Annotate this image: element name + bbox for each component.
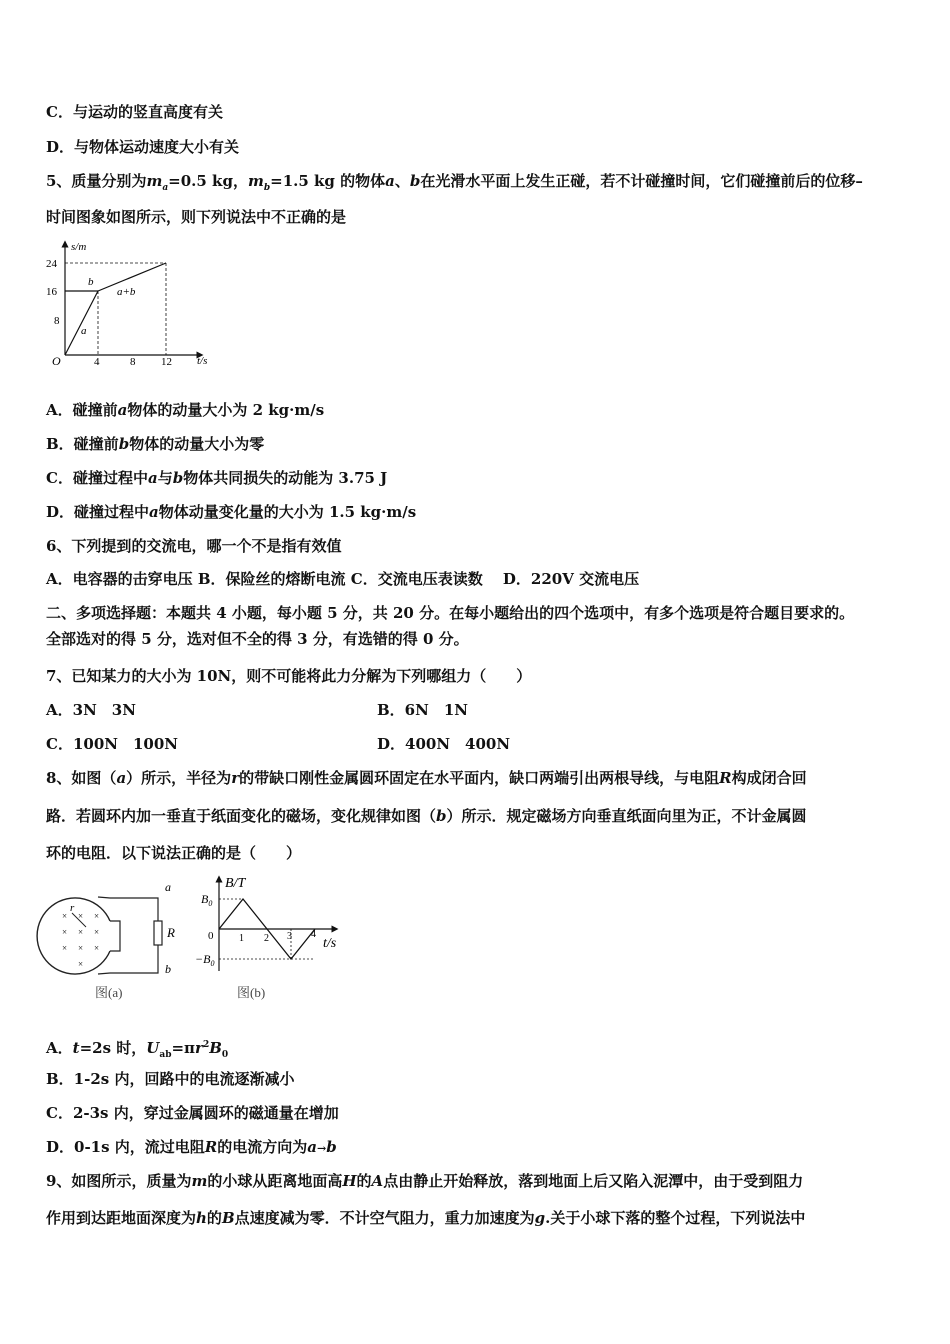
q8-option-c: C．2-3s 内，穿过金属圆环的磁通量在增加 bbox=[46, 1104, 339, 1122]
q8b-tick-4: 4 bbox=[311, 929, 316, 940]
q7-option-c: C．100N 100N bbox=[46, 735, 178, 753]
q6-stem: 6、下列提到的交流电，哪一个不是指有效值 bbox=[46, 537, 342, 555]
q8-figure-a bbox=[40, 873, 190, 1008]
q5-line-a bbox=[65, 291, 98, 355]
q7-stem: 7、已知某力的大小为 10N，则不可能将此力分解为下列哪组力（ ） bbox=[46, 667, 532, 685]
q5-xtick-8: 8 bbox=[130, 356, 136, 368]
q8-stem-line3: 环的电阻．以下说法正确的是（ ） bbox=[46, 844, 302, 862]
q8-caption-b: 图(b) bbox=[237, 985, 266, 1000]
q5-origin: O bbox=[52, 354, 61, 368]
q8-cross-10: × bbox=[78, 959, 84, 969]
q5-ytick-24: 24 bbox=[46, 258, 57, 270]
q8-cross-2: × bbox=[78, 911, 84, 921]
q8-wire-bottom bbox=[98, 973, 110, 974]
q8-label-R: R bbox=[167, 925, 175, 940]
q8-cross-8: × bbox=[78, 943, 84, 953]
q8-cross-3: × bbox=[94, 911, 100, 921]
q8b-neg-B0: $-B_0$ bbox=[195, 952, 215, 968]
q5-y-label: s/m bbox=[71, 241, 87, 253]
q8-stem-line1: 8、如图（a）所示，半径为r的带缺口刚性金属圆环固定在水平面内，缺口两端引出两根导线，与电阻R构成闭合回 bbox=[46, 769, 807, 787]
q8-option-b: B．1-2s 内，回路中的电流逐渐减小 bbox=[46, 1070, 295, 1088]
q8-cross-6: × bbox=[94, 927, 100, 937]
q8-ring-circuit bbox=[110, 898, 158, 973]
q6-options: A．电容器的击穿电压 B．保险丝的熔断电流 C．交流电压表读数 D．220V 交流电压 bbox=[46, 570, 640, 588]
section2-line1: 二、多项选择题：本题共 4 小题，每小题 5 分，共 20 分。在每小题给出的四个选项中，有多个选项是符合题目要求的。 bbox=[46, 604, 855, 622]
q4-option-c: C．与运动的竖直高度有关 bbox=[46, 103, 223, 121]
q8b-tick-3: 3 bbox=[287, 931, 292, 942]
q8-cross-4: × bbox=[62, 927, 68, 937]
q5-x-label: t/s bbox=[197, 355, 208, 367]
q8-stem-line2: 路．若圆环内加一垂直于纸面变化的磁场，变化规律如图（b）所示．规定磁场方向垂直纸面向里为正，不计金属圆 bbox=[46, 807, 807, 825]
q8-cross-7: × bbox=[62, 943, 68, 953]
q8-option-a: A．t=2s 时，$U_{ab}=\pi r^2B_0$ bbox=[46, 1039, 229, 1060]
q5-st-graph bbox=[40, 238, 220, 368]
q8b-tick-2: 2 bbox=[264, 933, 269, 944]
q8b-tick-1: 1 bbox=[239, 933, 244, 944]
q5-ytick-16: 16 bbox=[46, 286, 57, 298]
q8-wire-top bbox=[98, 897, 110, 898]
q5-label-b: b bbox=[88, 276, 94, 288]
q7-option-d: D．400N 400N bbox=[377, 735, 511, 753]
q5-option-d: D．碰撞过程中a物体动量变化量的大小为 1.5 kg·m/s bbox=[46, 503, 417, 521]
q8-label-r: r bbox=[70, 902, 75, 914]
q8-cross-9: × bbox=[94, 943, 100, 953]
q8-label-b: b bbox=[165, 962, 171, 976]
q8-option-d: D．0-1s 内，流过电阻R的电流方向为a→b bbox=[46, 1138, 337, 1156]
q8-figure-b bbox=[195, 873, 355, 1008]
q5-option-a: A．碰撞前a物体的动量大小为 2 kg·m/s bbox=[46, 401, 325, 419]
q5-label-ab: a+b bbox=[117, 286, 136, 298]
q8b-origin: 0 bbox=[208, 930, 214, 942]
q8-label-a: a bbox=[165, 880, 171, 894]
q5-stem-line2: 时间图象如图所示，则下列说法中不正确的是 bbox=[46, 208, 347, 226]
q4-option-d: D．与物体运动速度大小有关 bbox=[46, 138, 240, 156]
q8b-B0: $B_0$ bbox=[201, 892, 213, 908]
q5-xtick-12: 12 bbox=[161, 356, 172, 368]
q8-caption-a: 图(a) bbox=[95, 985, 123, 1000]
q5-option-b: B．碰撞前b物体的动量大小为零 bbox=[46, 435, 265, 453]
q8b-x-label: t/s bbox=[323, 936, 337, 951]
q5-xtick-4: 4 bbox=[94, 356, 100, 368]
q5-label-a: a bbox=[81, 325, 87, 337]
section2-line2: 全部选对的得 5 分，选对但不全的得 3 分，有选错的得 0 分。 bbox=[46, 630, 469, 648]
q8-cross-1: × bbox=[62, 911, 68, 921]
q9-stem-line2: 作用到达距地面深度为h的B点速度减为零．不计空气阻力，重力加速度为g.关于小球下落的整个过程，下列说法中 bbox=[46, 1209, 806, 1227]
q7-option-b: B．6N 1N bbox=[377, 701, 468, 719]
q8-cross-5: × bbox=[78, 927, 84, 937]
q7-option-a: A．3N 3N bbox=[46, 701, 136, 719]
q8-resistor bbox=[154, 921, 162, 945]
q5-ytick-8: 8 bbox=[54, 315, 60, 327]
q5-option-c: C．碰撞过程中a与b物体共同损失的动能为 3.75 J bbox=[46, 469, 388, 487]
q5-stem-line1: 5、质量分别为$m_a=0.5$ kg，$m_b=1.5$ kg 的物体a、b在光滑水平面上发生正碰，若不计碰撞时间，它们碰撞前后的位移– bbox=[46, 172, 863, 193]
q9-stem-line1: 9、如图所示，质量为m的小球从距离地面高H的A点由静止开始释放，落到地面上后又陷入泥潭中，由于受到阻力 bbox=[46, 1172, 804, 1190]
q8b-y-label: B/T bbox=[225, 876, 246, 891]
